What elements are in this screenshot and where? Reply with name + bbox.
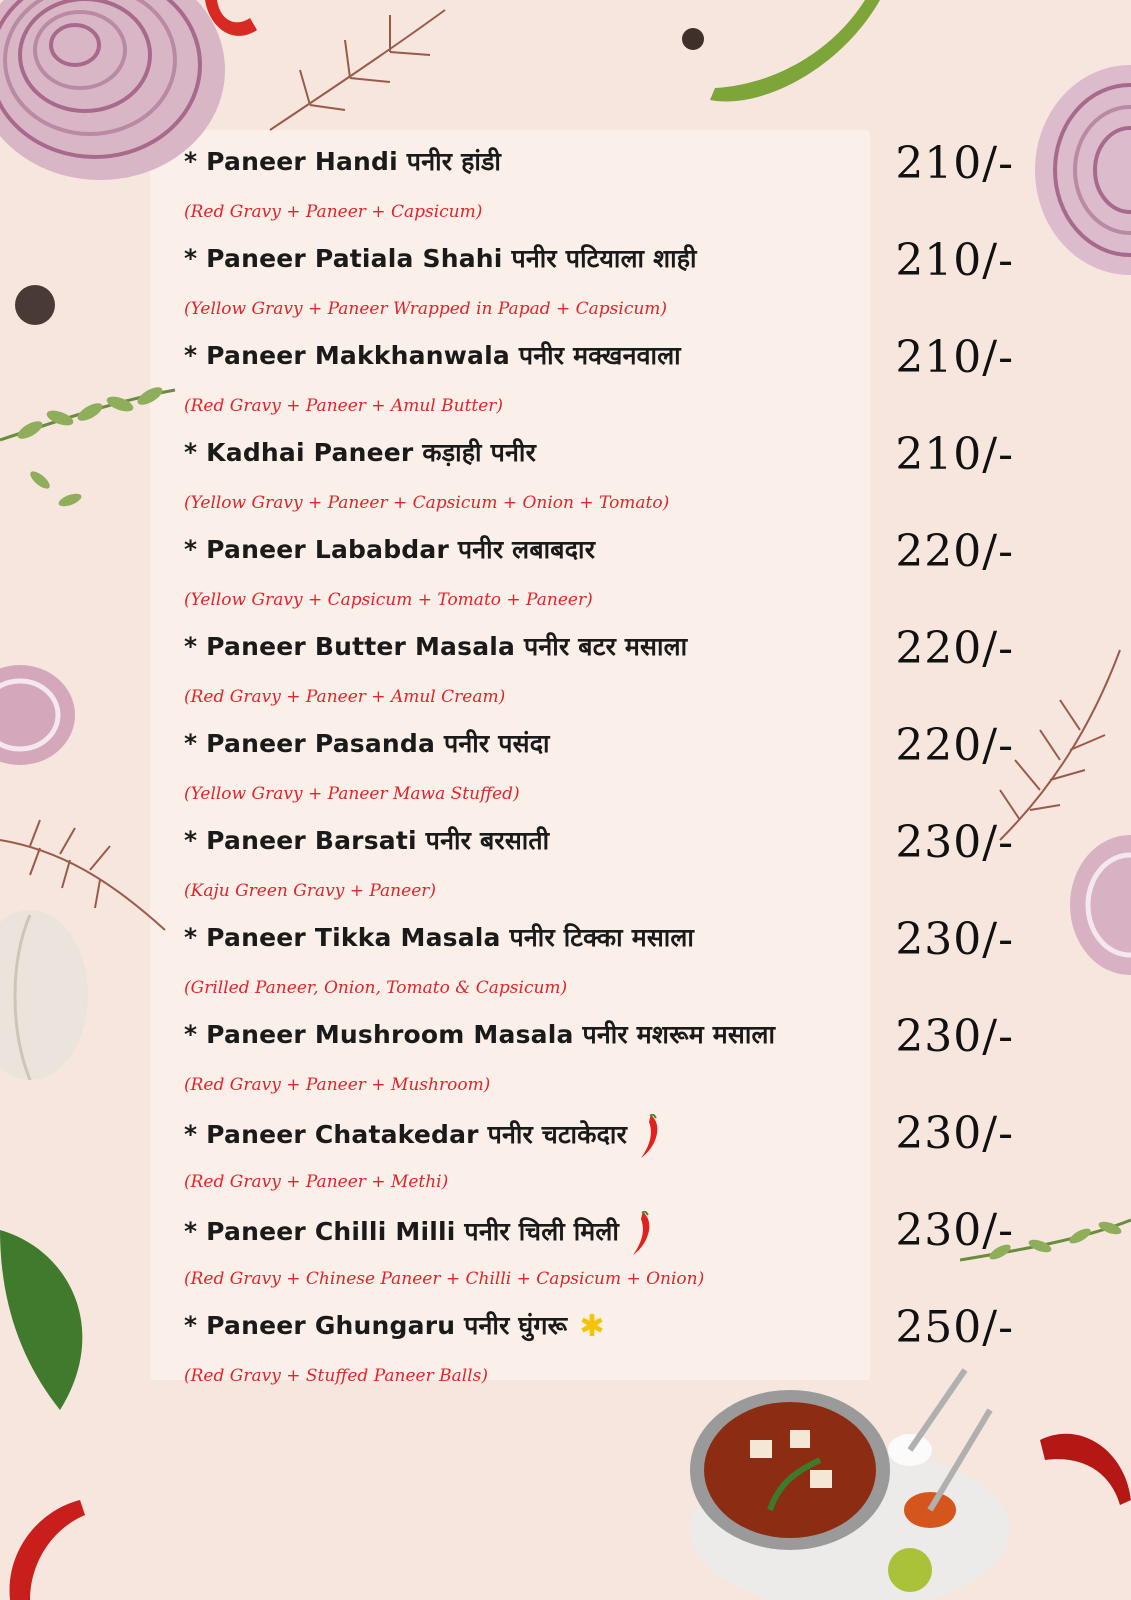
menu-item xyxy=(184,817,1014,901)
item-name: * Paneer Butter Masala पनीर बटर मसाला xyxy=(184,632,688,661)
item-name: * Paneer Handi पनीर हांडी xyxy=(184,147,502,176)
item-price: 220/- xyxy=(895,526,1014,577)
menu-item xyxy=(184,332,1014,416)
item-name: * Paneer Barsati पनीर बरसाती xyxy=(184,826,550,855)
item-name: * Paneer Patiala Shahi पनीर पटियाला शाही xyxy=(184,244,697,273)
menu-item xyxy=(184,1302,1014,1386)
item-description: (Yellow Gravy + Capsicum + Tomato + Paneer) xyxy=(184,590,593,610)
item-price: 230/- xyxy=(895,1205,1014,1256)
item-description: (Red Gravy + Paneer + Methi) xyxy=(184,1172,449,1192)
red-chili-icon xyxy=(629,1211,655,1255)
item-name-with-icon xyxy=(184,1308,605,1342)
menu-item xyxy=(184,429,1014,513)
menu-item xyxy=(184,720,1014,804)
item-name-text: * Paneer Ghungaru पनीर घुंगरू xyxy=(184,1311,568,1340)
item-name-with-icon xyxy=(184,1211,655,1255)
item-price: 230/- xyxy=(895,1108,1014,1159)
menu-item xyxy=(184,1108,1014,1192)
item-description: (Kaju Green Gravy + Paneer) xyxy=(184,881,437,901)
item-description: (Red Gravy + Paneer + Capsicum) xyxy=(184,202,483,222)
menu-item xyxy=(184,623,1014,707)
item-description: (Red Gravy + Paneer + Amul Butter) xyxy=(184,396,504,416)
item-description: (Red Gravy + Paneer + Mushroom) xyxy=(184,1075,491,1095)
item-name: * Paneer Mushroom Masala पनीर मशरूम मसाला xyxy=(184,1020,776,1049)
item-price: 210/- xyxy=(895,235,1014,286)
item-description: (Red Gravy + Chinese Paneer + Chilli + Capsicum + Onion) xyxy=(184,1269,705,1289)
menu-item xyxy=(184,1205,1014,1289)
item-description: (Red Gravy + Paneer + Amul Cream) xyxy=(184,687,506,707)
item-description: (Yellow Gravy + Paneer + Capsicum + Onion + Tomato) xyxy=(184,493,670,513)
red-chili-icon xyxy=(637,1114,663,1158)
item-price: 250/- xyxy=(895,1302,1014,1353)
yellow-star-icon: ✱ xyxy=(579,1309,605,1344)
item-name: * Paneer Makkhanwala पनीर मक्खनवाला xyxy=(184,341,681,370)
menu-item xyxy=(184,1011,1014,1095)
item-name: * Kadhai Paneer कड़ाही पनीर xyxy=(184,438,536,467)
menu-item xyxy=(184,914,1014,998)
item-name: * Paneer Tikka Masala पनीर टिक्का मसाला xyxy=(184,923,695,952)
item-description: (Grilled Paneer, Onion, Tomato & Capsicum) xyxy=(184,978,568,998)
item-price: 230/- xyxy=(895,1011,1014,1062)
item-price: 210/- xyxy=(895,429,1014,480)
item-name-text: * Paneer Chatakedar पनीर चटाकेदार xyxy=(184,1120,627,1149)
item-price: 210/- xyxy=(895,138,1014,189)
item-name: * Paneer Pasanda पनीर पसंदा xyxy=(184,729,550,758)
menu-item xyxy=(184,138,1014,222)
item-description: (Red Gravy + Stuffed Paneer Balls) xyxy=(184,1366,488,1386)
item-name: * Paneer Lababdar पनीर लबाबदार xyxy=(184,535,596,564)
item-price: 220/- xyxy=(895,720,1014,771)
menu-item xyxy=(184,235,1014,319)
item-price: 210/- xyxy=(895,332,1014,383)
item-description: (Yellow Gravy + Paneer Wrapped in Papad + Capsicum) xyxy=(184,299,668,319)
item-price: 220/- xyxy=(895,623,1014,674)
item-description: (Yellow Gravy + Paneer Mawa Stuffed) xyxy=(184,784,520,804)
item-price: 230/- xyxy=(895,914,1014,965)
item-name-with-icon xyxy=(184,1114,663,1158)
item-price: 230/- xyxy=(895,817,1014,868)
menu-item xyxy=(184,526,1014,610)
item-name-text: * Paneer Chilli Milli पनीर चिली मिली xyxy=(184,1217,620,1246)
